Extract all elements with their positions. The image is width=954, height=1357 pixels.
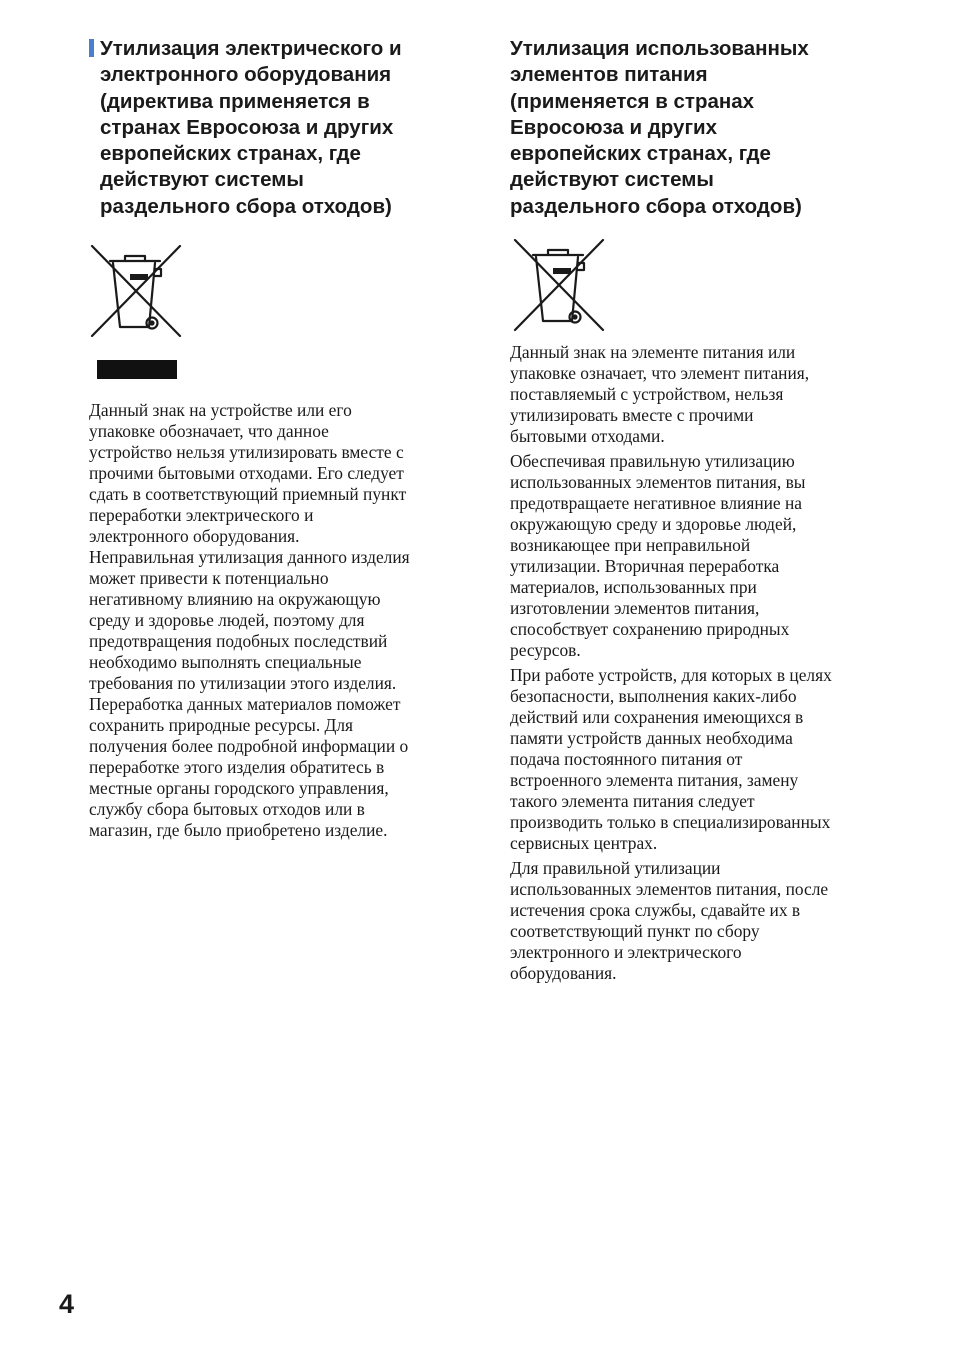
weee-section (89, 36, 461, 841)
battery-paragraph: При работе устройств, для которых в целях безопасности, выполнения каких-либо действий или сохранения имеющихся в памяти устройств данных необходима подача постоянного питания от встроенного элемента питания, замену такого элемента питания следует производить только в специализированных сервисных центрах. (510, 665, 832, 854)
battery-paragraph: Обеспечивая правильную утилизацию использованных элементов питания, вы предотвращаете негативное влияние на окружающую среду и здоровье людей, возникающее при неправильной утилизации. Вторичная переработка материалов, использованных при изготовлении элементов питания, способствует сохранению природных ресурсов. (510, 451, 806, 661)
crossed-out-wheeled-bin-icon (89, 243, 183, 339)
battery-section (510, 36, 882, 984)
heading-marker (89, 39, 94, 57)
weee-heading-text: Утилизация электрического и электронного оборудования (директива применяется в странах Евросоюза и других европейских странах, где действуют системы раздельного сбора отходов) (100, 37, 402, 218)
battery-heading: Утилизация использованных элементов питания (применяется в странах Евросоюза и других европейских странах, где действуют системы раздельного сбора отходов) (510, 37, 809, 218)
battery-paragraph: Для правильной утилизации использованных элементов питания, после истечения срока службы, сдавайте их в соответствующий пункт по сбору электронного и электрического оборудования. (510, 858, 829, 984)
weee-heading (89, 36, 461, 220)
battery-paragraph: Данный знак на элементе питания или упаковке означает, что элемент питания, поставляемый с устройством, нельзя утилизировать вместе с прочими бытовыми отходами. (510, 342, 810, 447)
crossed-out-wheeled-bin-icon (512, 237, 606, 333)
black-bar-marking (97, 360, 177, 379)
weee-paragraph: Данный знак на устройстве или его упаковке обозначает, что данное устройство нельзя утилизировать вместе с прочими бытовыми отходами. Его следует сдать в соответствующий приемный пункт переработки электрического и электронного оборудования. Неправильная утилизация данного изделия может привести к потенциально негативному влиянию на окружающую среду и здоровье людей, поэтому для предотвращения подобных последствий необходимо выполнять специальные требования по утилизации этого изделия. Переработка данных материалов поможет сохранить природные ресурсы. Для получения более подробной информации о переработке этого изделия обратитесь в местные органы городского управления, службу сбора бытовых отходов или в магазин, где было приобретено изделие. (89, 400, 410, 841)
page-number: 4 (59, 1289, 75, 1319)
